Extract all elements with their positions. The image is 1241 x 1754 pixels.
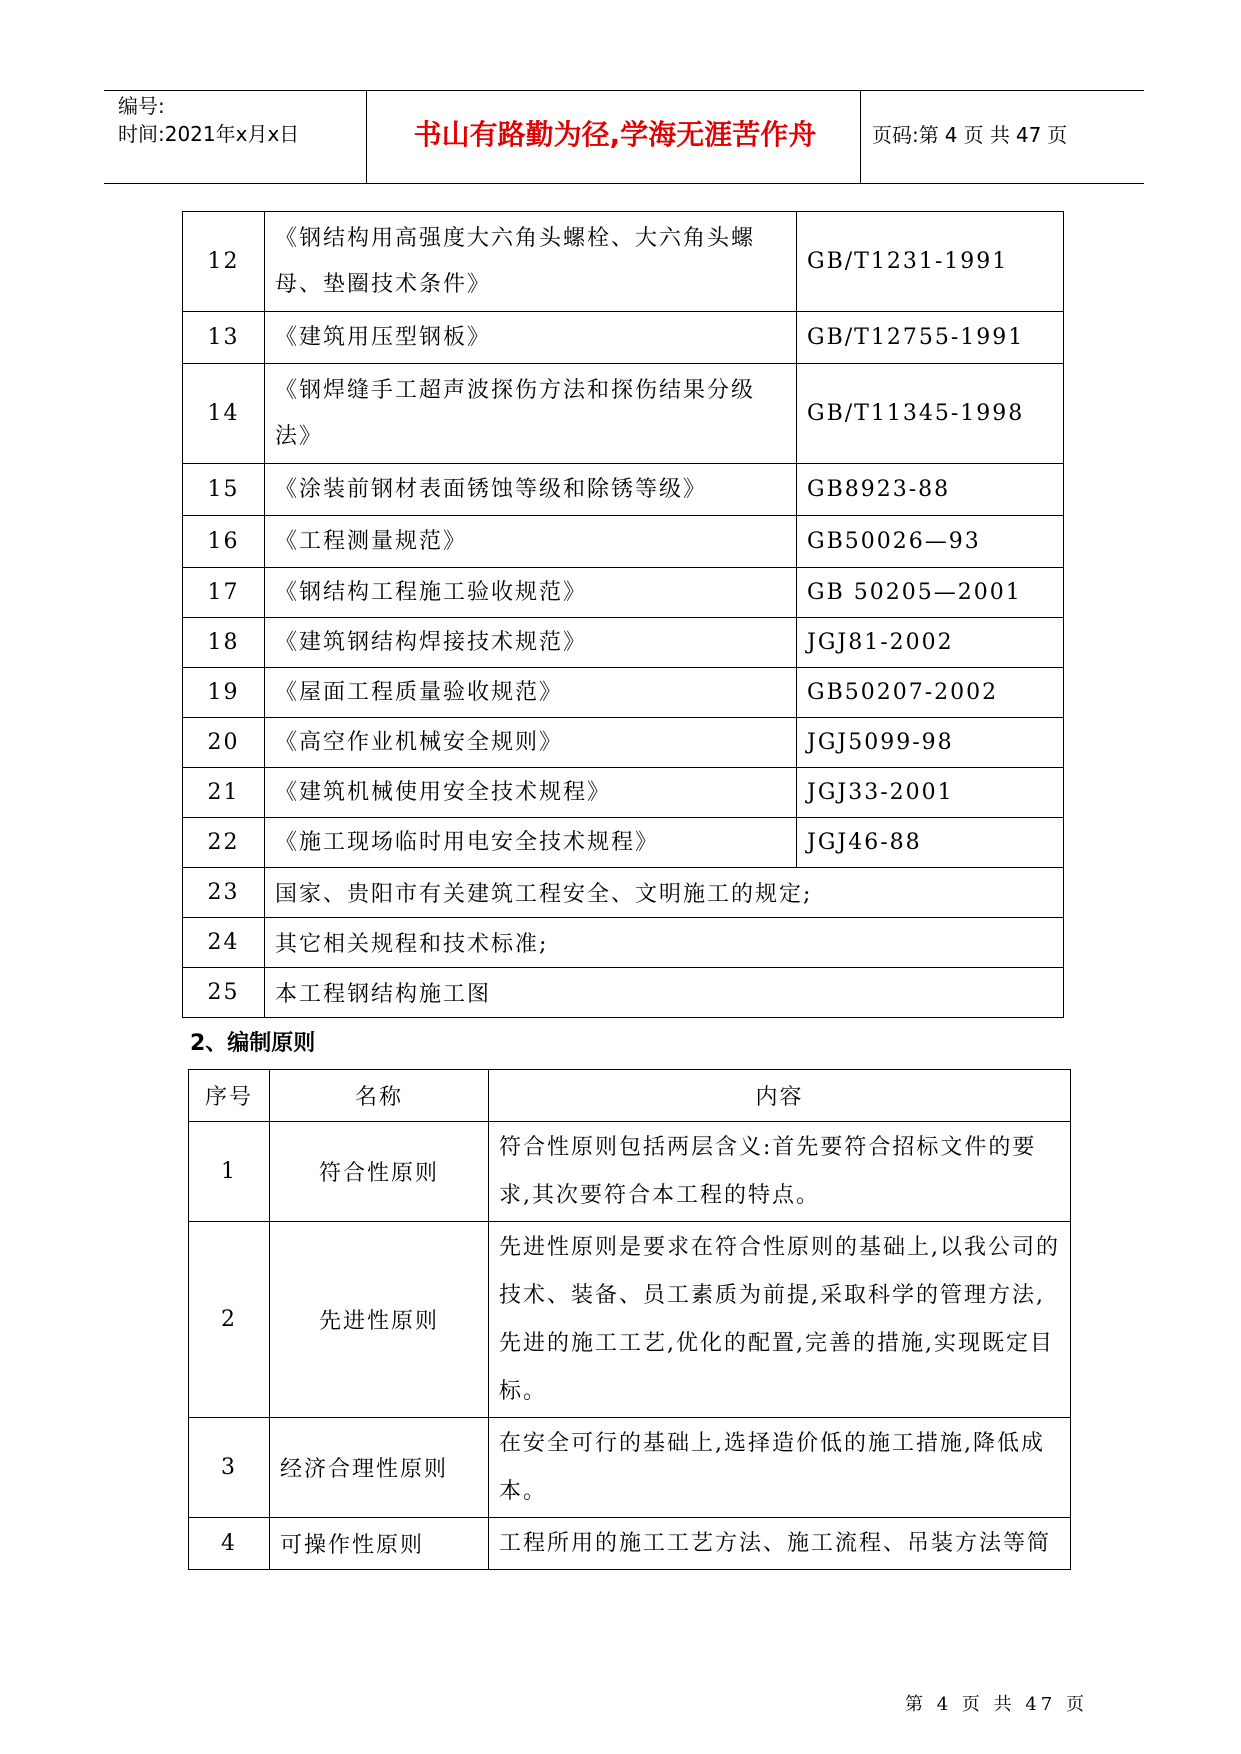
standards-table	[182, 211, 1064, 1018]
row-number: 20	[183, 718, 265, 768]
header-no: 序号	[189, 1070, 270, 1122]
row-number: 25	[183, 968, 265, 1018]
standard-title: 《钢结构工程施工验收规范》	[265, 568, 797, 618]
row-number: 4	[189, 1518, 270, 1570]
table-row	[183, 312, 1064, 364]
header-motto: 书山有路勤为径,学海无涯苦作舟	[413, 118, 817, 151]
standard-code: JGJ5099-98	[797, 718, 1064, 768]
row-number: 2	[189, 1222, 270, 1418]
page-suffix: 页	[1047, 123, 1068, 147]
table-row	[183, 364, 1064, 464]
standard-code: GB/T1231-1991	[797, 212, 1064, 312]
table-row	[183, 918, 1064, 968]
section-title: 2、编制原则	[190, 1031, 316, 1056]
row-number: 21	[183, 768, 265, 818]
row-number: 22	[183, 818, 265, 868]
standard-code: GB/T11345-1998	[797, 364, 1064, 464]
standard-title: 《钢焊缝手工超声波探伤方法和探伤结果分级法》	[265, 364, 797, 464]
header-meta	[118, 92, 299, 148]
table-row	[183, 768, 1064, 818]
row-number: 12	[183, 212, 265, 312]
standard-title: 《建筑机械使用安全技术规程》	[265, 768, 797, 818]
standard-title: 《高空作业机械安全规则》	[265, 718, 797, 768]
table-row	[183, 464, 1064, 516]
header-divider-left	[366, 90, 367, 183]
header-top-rule	[104, 90, 1144, 91]
row-number: 13	[183, 312, 265, 364]
standard-title: 《施工现场临时用电安全技术规程》	[265, 818, 797, 868]
serial-label: 编号:	[118, 94, 165, 118]
row-number: 24	[183, 918, 265, 968]
row-number: 3	[189, 1418, 270, 1518]
table-row	[189, 1518, 1071, 1570]
standard-code: JGJ46-88	[797, 818, 1064, 868]
standard-title: 《屋面工程质量验收规范》	[265, 668, 797, 718]
standard-code: JGJ33-2001	[797, 768, 1064, 818]
row-number: 15	[183, 464, 265, 516]
principle-content: 符合性原则包括两层含义:首先要符合招标文件的要求,其次要符合本工程的特点。	[489, 1122, 1071, 1222]
standard-code: GB/T12755-1991	[797, 312, 1064, 364]
table-row	[189, 1222, 1071, 1418]
time-label: 时间:2021年x月x日	[118, 122, 300, 146]
table-header-row	[189, 1070, 1071, 1122]
standard-text: 国家、贵阳市有关建筑工程安全、文明施工的规定;	[265, 868, 1064, 918]
table-row	[183, 718, 1064, 768]
table-row	[189, 1122, 1071, 1222]
table-row	[183, 516, 1064, 568]
standard-title: 《工程测量规范》	[265, 516, 797, 568]
page-mid: 页 共	[963, 123, 1010, 147]
standard-code: GB8923-88	[797, 464, 1064, 516]
table-row	[183, 868, 1064, 918]
principle-name: 经济合理性原则	[270, 1418, 489, 1518]
row-number: 1	[189, 1122, 270, 1222]
row-number: 17	[183, 568, 265, 618]
row-number: 16	[183, 516, 265, 568]
standard-text: 其它相关规程和技术标准;	[265, 918, 1064, 968]
row-number: 19	[183, 668, 265, 718]
table-row	[183, 212, 1064, 312]
header-page-indicator	[872, 121, 1067, 149]
table-row	[183, 668, 1064, 718]
standard-code: GB50026—93	[797, 516, 1064, 568]
principles-table	[188, 1069, 1071, 1570]
standard-code: GB 50205—2001	[797, 568, 1064, 618]
page-prefix: 页码:第	[872, 123, 939, 147]
standard-title: 《建筑用压型钢板》	[265, 312, 797, 364]
row-number: 18	[183, 618, 265, 668]
principle-content: 工程所用的施工工艺方法、施工流程、吊装方法等简	[489, 1518, 1071, 1570]
standard-title: 《钢结构用高强度大六角头螺栓、大六角头螺母、垫圈技术条件》	[265, 212, 797, 312]
table-row	[183, 818, 1064, 868]
page-total: 47	[1015, 123, 1042, 147]
table-row	[183, 968, 1064, 1018]
table-row	[183, 618, 1064, 668]
table-row	[183, 568, 1064, 618]
standard-title: 《涂装前钢材表面锈蚀等级和除锈等级》	[265, 464, 797, 516]
header-divider-right	[860, 90, 861, 183]
header-bottom-rule	[104, 183, 1144, 184]
standard-code: GB50207-2002	[797, 668, 1064, 718]
principle-name: 符合性原则	[270, 1122, 489, 1222]
principle-content: 在安全可行的基础上,选择造价低的施工措施,降低成本。	[489, 1418, 1071, 1518]
principle-name: 先进性原则	[270, 1222, 489, 1418]
standard-title: 《建筑钢结构焊接技术规范》	[265, 618, 797, 668]
header-name: 名称	[270, 1070, 489, 1122]
page-current: 4	[944, 123, 958, 147]
header-content: 内容	[489, 1070, 1071, 1122]
standard-text: 本工程钢结构施工图	[265, 968, 1064, 1018]
row-number: 23	[183, 868, 265, 918]
page-footer: 第 4 页 共 47 页	[905, 1694, 1088, 1715]
standard-code: JGJ81-2002	[797, 618, 1064, 668]
principle-name: 可操作性原则	[270, 1518, 489, 1570]
row-number: 14	[183, 364, 265, 464]
table-row	[189, 1418, 1071, 1518]
principle-content: 先进性原则是要求在符合性原则的基础上,以我公司的技术、装备、员工素质为前提,采取科学的管理方法,先进的施工工艺,优化的配置,完善的措施,实现既定目标。	[489, 1222, 1071, 1418]
